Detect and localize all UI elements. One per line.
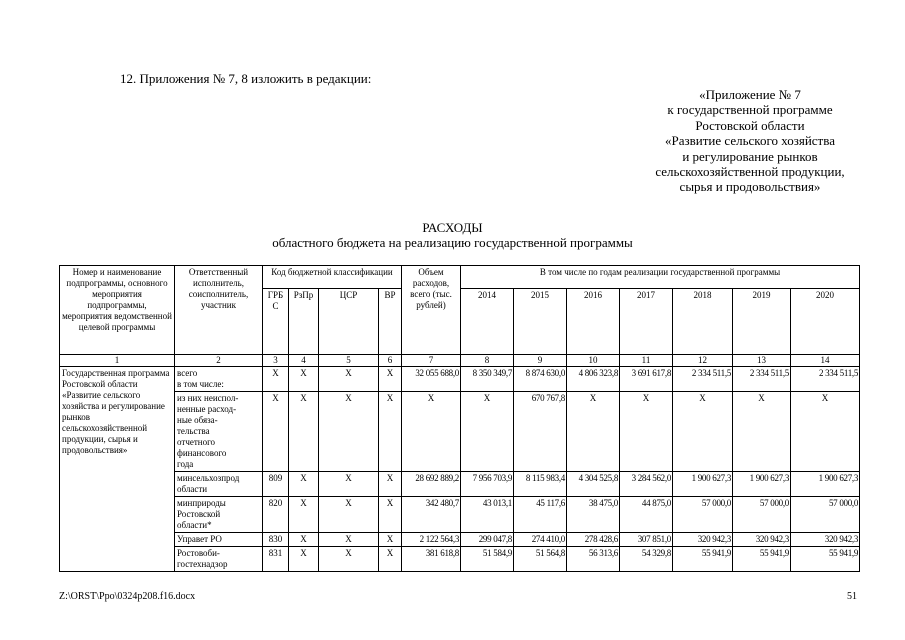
header-csr: ЦСР [319, 289, 379, 355]
year-value-cell: 278 428,6 [567, 533, 620, 547]
column-number: 6 [379, 355, 402, 367]
grbs-cell: 820 [263, 497, 289, 533]
year-value-cell: Х [567, 392, 620, 472]
document-title: РАСХОДЫ [422, 220, 483, 235]
executor-cell: Ростовоби- гостехнадзор [175, 547, 263, 572]
rzpr-cell: Х [289, 367, 319, 392]
year-value-cell: Х [733, 392, 791, 472]
year-value-cell: 8 350 349,7 [461, 367, 514, 392]
header-rzpr: РзПр [289, 289, 319, 355]
header-year: 2019 [733, 289, 791, 355]
column-number: 4 [289, 355, 319, 367]
year-value-cell: 54 329,8 [620, 547, 673, 572]
year-value-cell: 2 334 511,5 [673, 367, 733, 392]
year-value-cell: 1 900 627,3 [673, 472, 733, 497]
column-number: 9 [514, 355, 567, 367]
year-value-cell: 3 284 562,0 [620, 472, 673, 497]
table-row [60, 533, 860, 547]
rzpr-cell: Х [289, 472, 319, 497]
header-year: 2017 [620, 289, 673, 355]
grbs-cell: Х [263, 367, 289, 392]
appendix-line: сырья и продовольствия» [679, 179, 821, 195]
csr-cell: Х [319, 472, 379, 497]
executor-cell: всего в том числе: [175, 367, 263, 392]
grbs-cell: 830 [263, 533, 289, 547]
year-value-cell: 320 942,3 [791, 533, 860, 547]
table-body [60, 367, 860, 572]
executor-cell: минсельхозпрод области [175, 472, 263, 497]
year-value-cell: 3 691 617,8 [620, 367, 673, 392]
column-number: 14 [791, 355, 860, 367]
year-value-cell: 307 851,0 [620, 533, 673, 547]
intro-text: 12. Приложения № 7, 8 изложить в редакции: [120, 71, 372, 86]
header-grbs: ГРБС [263, 289, 289, 355]
vr-cell: Х [379, 533, 402, 547]
column-number: 5 [319, 355, 379, 367]
vr-cell: Х [379, 547, 402, 572]
header-by-years: В том числе по годам реализации государственной программы [461, 266, 860, 289]
total-cell: 28 692 889,2 [402, 472, 461, 497]
total-cell: 2 122 564,3 [402, 533, 461, 547]
year-value-cell: 55 941,9 [733, 547, 791, 572]
column-number: 1 [60, 355, 175, 367]
year-value-cell: 44 875,0 [620, 497, 673, 533]
year-value-cell: 57 000,0 [673, 497, 733, 533]
column-number: 10 [567, 355, 620, 367]
header-year: 2018 [673, 289, 733, 355]
year-value-cell: 299 047,8 [461, 533, 514, 547]
vr-cell: Х [379, 472, 402, 497]
column-number: 13 [733, 355, 791, 367]
csr-cell: Х [319, 367, 379, 392]
rzpr-cell: Х [289, 547, 319, 572]
header-vr: ВР [379, 289, 402, 355]
year-value-cell: 55 941,9 [673, 547, 733, 572]
column-number: 12 [673, 355, 733, 367]
csr-cell: Х [319, 392, 379, 472]
column-number: 7 [402, 355, 461, 367]
year-value-cell: 670 767,8 [514, 392, 567, 472]
year-value-cell: 320 942,3 [673, 533, 733, 547]
year-value-cell: 1 900 627,3 [733, 472, 791, 497]
year-value-cell: 45 117,6 [514, 497, 567, 533]
header-volume: Объем расходов, всего (тыс. рублей) [402, 266, 461, 355]
expenses-table [59, 265, 860, 572]
footer-file-path: Z:\ORST\Ppo\0324p208.f16.docx [59, 591, 196, 602]
table-row [60, 472, 860, 497]
year-value-cell: 4 806 323,8 [567, 367, 620, 392]
year-value-cell: Х [673, 392, 733, 472]
year-value-cell: 2 334 511,5 [791, 367, 860, 392]
header-year: 2016 [567, 289, 620, 355]
document-subtitle: областного бюджета на реализацию государственной программы [272, 235, 633, 250]
year-value-cell: 56 313,6 [567, 547, 620, 572]
vr-cell: Х [379, 497, 402, 533]
year-value-cell: 274 410,0 [514, 533, 567, 547]
total-cell: 32 055 688,0 [402, 367, 461, 392]
appendix-line: Ростовской области [695, 117, 805, 133]
table-row [60, 547, 860, 572]
year-value-cell: 51 584,9 [461, 547, 514, 572]
grbs-cell: Х [263, 392, 289, 472]
year-value-cell: 8 874 630,0 [514, 367, 567, 392]
header-year: 2014 [461, 289, 514, 355]
rzpr-cell: Х [289, 392, 319, 472]
table-row [60, 392, 860, 472]
appendix-line: к государственной программе [667, 102, 833, 118]
year-value-cell: 320 942,3 [733, 533, 791, 547]
table-row [60, 367, 860, 392]
year-value-cell: Х [791, 392, 860, 472]
table-row [60, 497, 860, 533]
program-name-cell: Государственная программа Ростовской области «Развитие сельского хозяйства и регулирование рынков сельскохозяйственной продукции, сырья и продовольствия» [60, 367, 175, 572]
appendix-line: сельскохозяйственной продукции, [655, 164, 845, 180]
csr-cell: Х [319, 497, 379, 533]
page-number: 51 [847, 591, 857, 602]
year-value-cell: Х [461, 392, 514, 472]
appendix-line: «Развитие сельского хозяйства [665, 133, 835, 149]
column-number: 2 [175, 355, 263, 367]
year-value-cell: 4 304 525,8 [567, 472, 620, 497]
grbs-cell: 831 [263, 547, 289, 572]
year-value-cell: 2 334 511,5 [733, 367, 791, 392]
csr-cell: Х [319, 533, 379, 547]
executor-cell: из них неиспол- ненные расход- ные обяза- тельства отчетного финансового года [175, 392, 263, 472]
column-number: 8 [461, 355, 514, 367]
rzpr-cell: Х [289, 533, 319, 547]
header-name: Номер и наименование подпрограммы, основного мероприятия подпрограммы, мероприятия ведомственной целевой программы [60, 266, 175, 355]
year-value-cell: Х [620, 392, 673, 472]
vr-cell: Х [379, 392, 402, 472]
executor-cell: Управет РО [175, 533, 263, 547]
rzpr-cell: Х [289, 497, 319, 533]
year-value-cell: 38 475,0 [567, 497, 620, 533]
column-number: 11 [620, 355, 673, 367]
year-value-cell: 8 115 983,4 [514, 472, 567, 497]
total-cell: 342 480,7 [402, 497, 461, 533]
total-cell: 381 618,8 [402, 547, 461, 572]
header-year: 2020 [791, 289, 860, 355]
appendix-line: и регулирование рынков [682, 148, 818, 164]
grbs-cell: 809 [263, 472, 289, 497]
header-budget-code: Код бюджетной классификации [263, 266, 402, 289]
year-value-cell: 43 013,1 [461, 497, 514, 533]
header-year: 2015 [514, 289, 567, 355]
total-cell: Х [402, 392, 461, 472]
executor-cell: минприроды Ростовской области* [175, 497, 263, 533]
csr-cell: Х [319, 547, 379, 572]
year-value-cell: 51 564,8 [514, 547, 567, 572]
year-value-cell: 7 956 703,9 [461, 472, 514, 497]
year-value-cell: 55 941,9 [791, 547, 860, 572]
appendix-line: «Приложение № 7 [699, 87, 801, 102]
year-value-cell: 57 000,0 [791, 497, 860, 533]
year-value-cell: 57 000,0 [733, 497, 791, 533]
year-value-cell: 1 900 627,3 [791, 472, 860, 497]
column-number: 3 [263, 355, 289, 367]
appendix-heading [630, 87, 870, 195]
header-responsible: Ответственный исполнитель, соисполнитель, участник [175, 266, 263, 355]
vr-cell: Х [379, 367, 402, 392]
